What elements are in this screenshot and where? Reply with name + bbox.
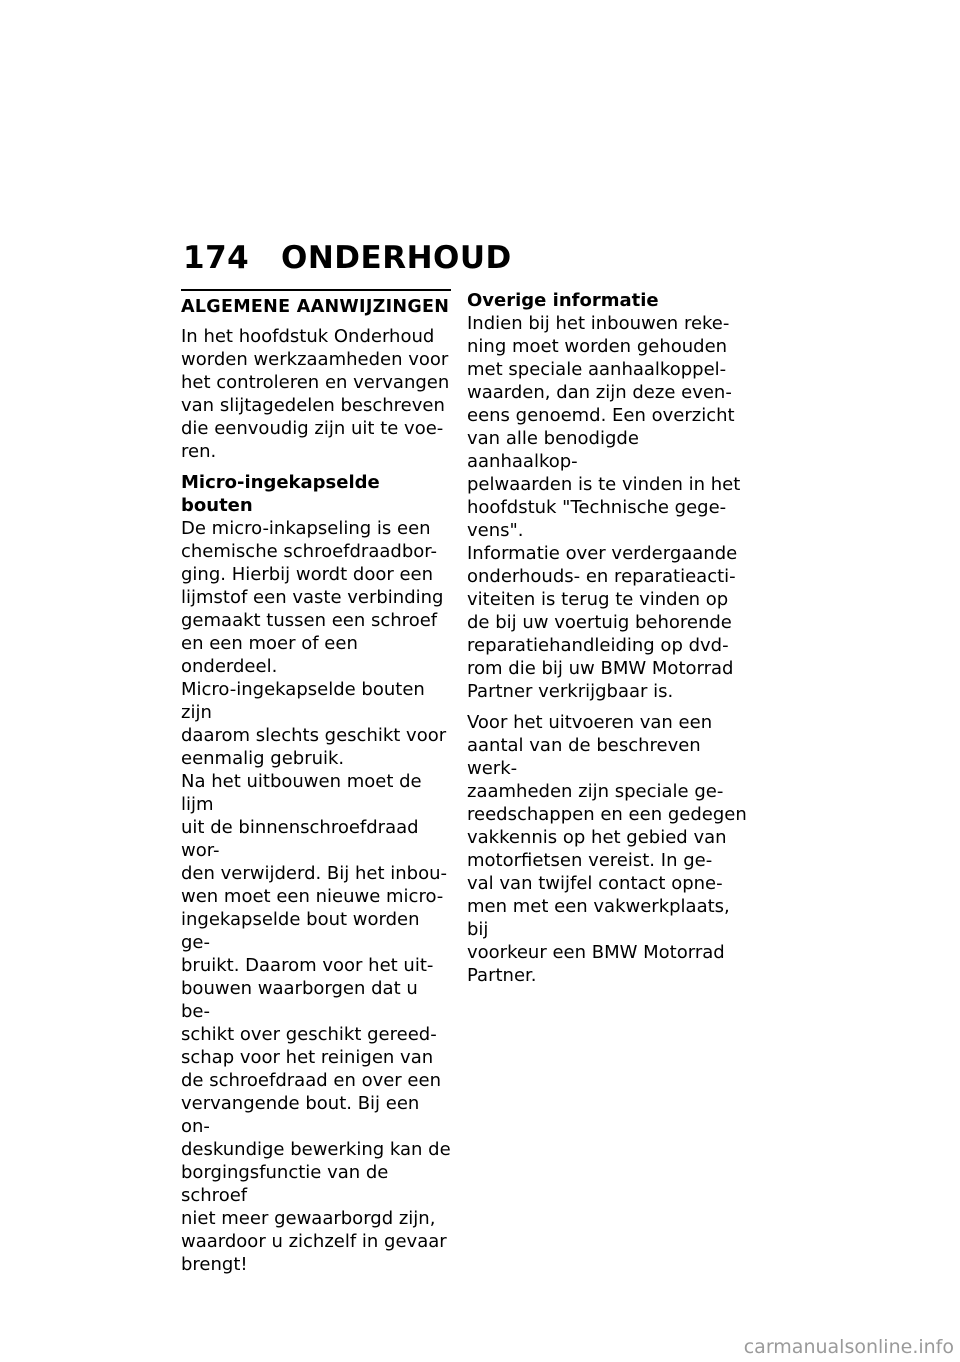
page-header bbox=[183, 240, 512, 276]
other-info-paragraph-2: Informatie over verdergaande onderhouds- en reparatieacti- viteiten is terug te vinden op de bij uw voertuig behorende reparatiehandleiding op dvd- rom die bij uw BMW Motorrad Partner verkrijgbaar is. bbox=[467, 543, 738, 702]
intro-paragraph: In het hoofdstuk Onderhoud worden werkzaamheden voor het controleren en vervangen van slijtagedelen beschreven die eenvoudig zijn uit te voe- ren. bbox=[181, 326, 450, 462]
micro-bolts-paragraph-1: De micro-inkapseling is een chemische schroefdraadbor- ging. Hierbij wordt door een lijmstof een vaste verbinding gemaakt tussen een schroef en een moer of een onderdeel. Micro-ingekapselde bouten zijn daarom slechts geschikt voor eenmalig gebruik. bbox=[181, 518, 447, 769]
other-info-paragraph-3: Voor het uitvoeren van een aantal van de beschreven werk- zaamheden zijn speciale ge- reedschappen en een gedegen vakkennis op het gebied van motorfietsen vereist. In ge- val van twijfel contact opne- men met een vakwerkplaats, bij voorkeur een BMW Motorrad Partner. bbox=[467, 712, 747, 986]
watermark: carmanualsonline.info bbox=[743, 1336, 954, 1358]
subhead-micro-bolts: Micro-ingekapselde bouten bbox=[181, 472, 380, 516]
section-title: ALGEMENE AANWIJZINGEN bbox=[181, 289, 451, 319]
left-column bbox=[181, 289, 451, 1276]
other-info-paragraph-1: Indien bij het inbouwen reke- ning moet worden gehouden met speciale aanhaalkoppel- waarden, dan zijn deze even- eens genoemd. Een overzicht van alle benodigde aanhaalkop- pelwaarden is te vinden in het hoofdstuk "Technische gege- vens". bbox=[467, 313, 741, 541]
page-number: 174 bbox=[183, 240, 250, 276]
right-column bbox=[467, 289, 747, 987]
micro-bolts-paragraph-2: Na het uitbouwen moet de lijm uit de binnenschroefdraad wor- den verwijderd. Bij het inbou- wen moet een nieuwe micro- ingekapselde bout worden ge- bruikt. Daarom voor het uit- bouwen waarborgen dat u be- schikt over geschikt gereed- schap voor het reinigen van de schroefdraad en over een vervangende bout. Bij een on- deskundige bewerking kan de borgingsfunctie van de schroef niet meer gewaarborgd zijn, waardoor u zichzelf in gevaar brengt! bbox=[181, 771, 451, 1275]
subhead-other-info: Overige informatie bbox=[467, 290, 659, 311]
chapter-title: ONDERHOUD bbox=[281, 240, 512, 276]
